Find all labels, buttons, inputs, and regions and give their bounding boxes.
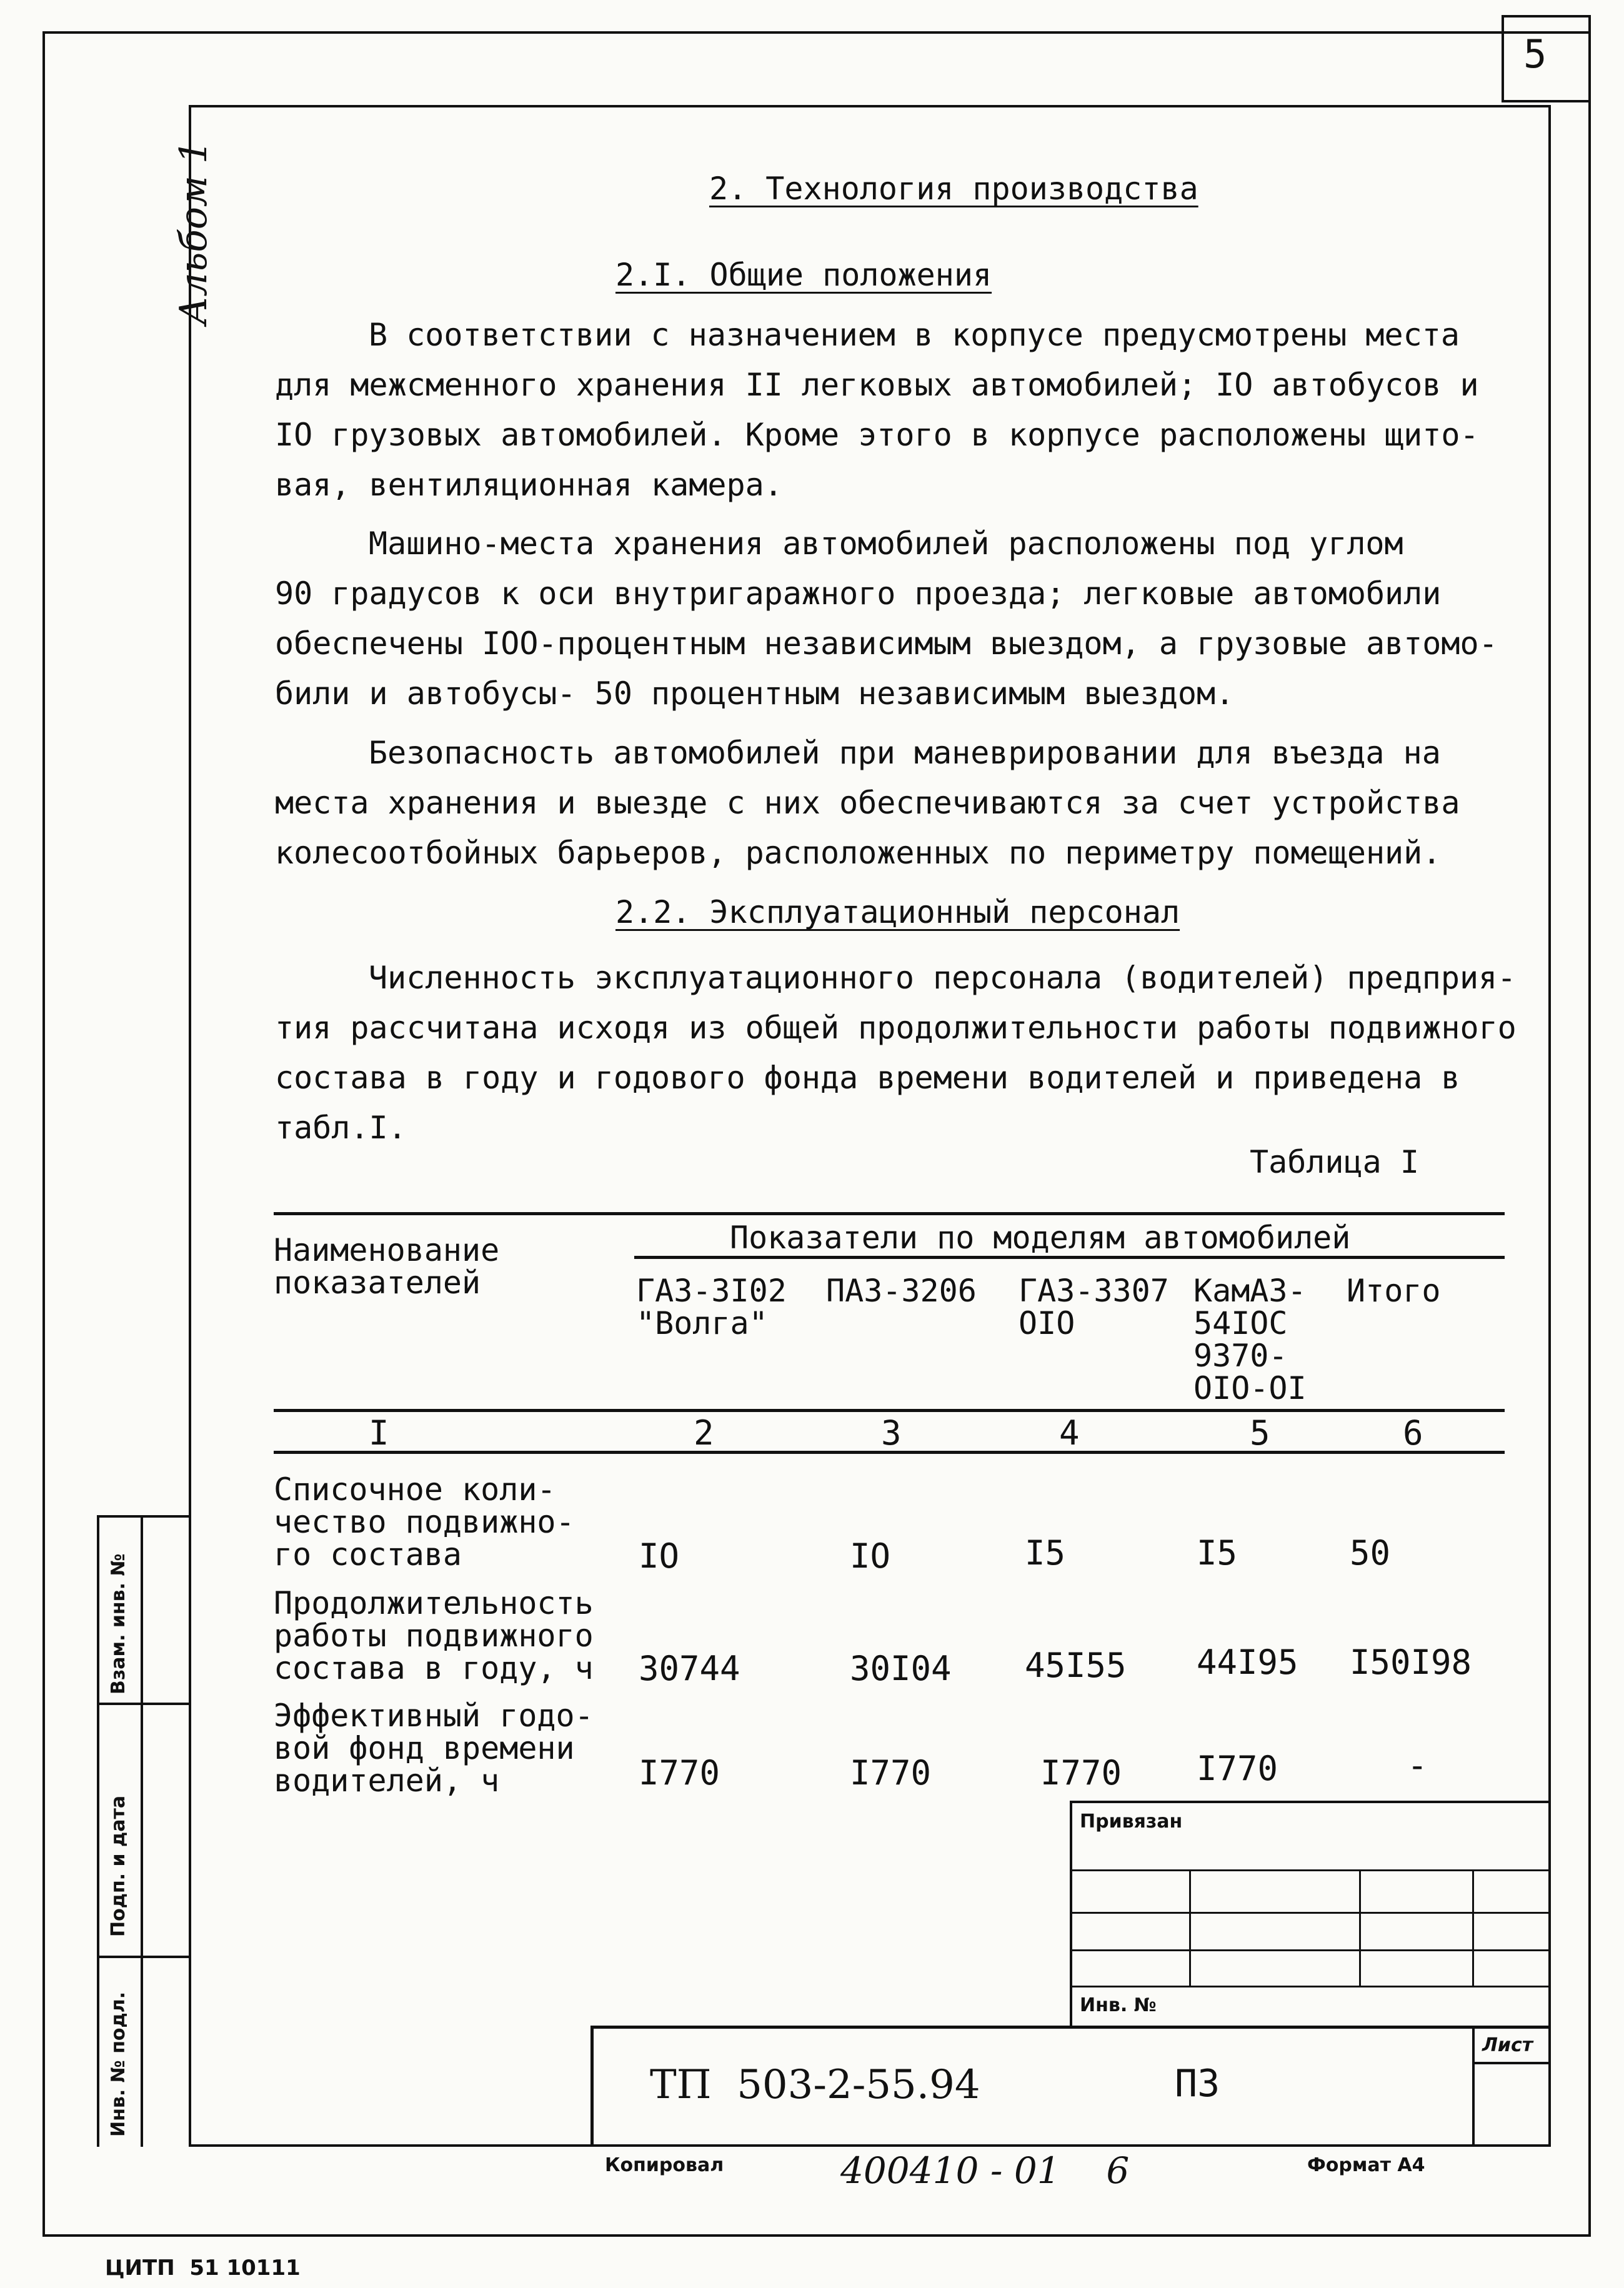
table-name-header: Наименование показателей bbox=[274, 1232, 500, 1301]
page-number-box-left bbox=[1502, 15, 1504, 102]
stamp-upper-line2 bbox=[1070, 1912, 1551, 1914]
album-note: Альбом 1 bbox=[172, 139, 216, 325]
inner-border-right bbox=[1548, 105, 1551, 2147]
text-line: IO грузовых автомобилей. Кроме этого в корпусе расположены щито- bbox=[275, 417, 1479, 453]
inner-border-top bbox=[189, 105, 1551, 107]
table-group-header: Показатели по моделям автомобилей bbox=[730, 1220, 1351, 1256]
text-line: состава в году и годового фонда времени водителей и приведена в bbox=[275, 1060, 1460, 1096]
section-1-title: 2.I. Общие положения bbox=[615, 257, 992, 293]
table-cell: IO bbox=[850, 1536, 891, 1576]
table-rule-head bbox=[274, 1409, 1505, 1412]
stamp-upper-line1 bbox=[1070, 1869, 1551, 1871]
stamp-lower-top bbox=[590, 2026, 1551, 2029]
table-col-number: 2 bbox=[694, 1413, 714, 1453]
table-col-number: 4 bbox=[1059, 1413, 1080, 1453]
table-col-header: КамАЗ- 54IOC 9370- OIO-OI bbox=[1193, 1273, 1307, 1406]
table-cell: I770 bbox=[1040, 1753, 1122, 1793]
stamp-list-label: Лист bbox=[1482, 2034, 1533, 2056]
side-stamp-top bbox=[97, 1515, 191, 1518]
paragraph-4 bbox=[275, 953, 1517, 1153]
stamp-upper-vline3 bbox=[1472, 1869, 1474, 1986]
outer-border-bottom bbox=[42, 2234, 1591, 2237]
table-rule-group bbox=[634, 1256, 1505, 1259]
text-line: В соответствии с назначением в корпусе предусмотрены места bbox=[369, 317, 1460, 353]
table-cell: I770 bbox=[1197, 1749, 1278, 1788]
table-cell: 44I95 bbox=[1197, 1643, 1298, 1682]
text-line: Численность эксплуатационного персонала (водителей) предприя- bbox=[369, 960, 1517, 996]
text-line: обеспечены IOO-процентным независимым выездом, а грузовые автомо- bbox=[275, 625, 1498, 662]
table-col-number: 5 bbox=[1250, 1413, 1270, 1453]
stamp-list-hline bbox=[1472, 2062, 1551, 2064]
stamp-designation: ТП 503-2-55.94 bbox=[650, 2062, 980, 2108]
outer-border-left bbox=[42, 31, 45, 2237]
text-line: 90 градусов к оси внутригаражного проезда; легковые автомобили bbox=[275, 575, 1442, 612]
paragraph-1 bbox=[275, 310, 1479, 510]
page-number: 5 bbox=[1523, 31, 1547, 77]
inner-border-bottom bbox=[189, 2144, 1551, 2147]
table-rule-top bbox=[274, 1212, 1505, 1215]
text-line: Безопасность автомобилей при маневрировании для въезда на bbox=[369, 735, 1441, 771]
footer-copied: Копировал bbox=[605, 2154, 724, 2176]
footer-print-code: ЦИТП 51 10111 bbox=[105, 2256, 301, 2281]
table-col-header: ГАЗ-3I02 "Волга" bbox=[636, 1273, 787, 1341]
outer-border-right bbox=[1588, 15, 1591, 2237]
table-cell: 30744 bbox=[639, 1649, 740, 1688]
table-col-number: I bbox=[369, 1413, 389, 1453]
side-stamp-sep2 bbox=[97, 1956, 191, 1958]
table-cell: 30I04 bbox=[850, 1649, 952, 1688]
stamp-privyazan-label: Привязан bbox=[1080, 1811, 1183, 1833]
side-stamp-sep1 bbox=[97, 1703, 191, 1705]
table-cell: I770 bbox=[850, 1753, 932, 1793]
table-col-header: ГАЗ-3307 OIO bbox=[1019, 1273, 1169, 1341]
text-line: тия рассчитана исходя из общей продолжительности работы подвижного bbox=[275, 1010, 1517, 1046]
table-col-number: 6 bbox=[1403, 1413, 1423, 1453]
stamp-upper-line4 bbox=[1070, 1986, 1551, 1987]
stamp-upper-line3 bbox=[1070, 1949, 1551, 1951]
main-heading: 2. Технология производства bbox=[709, 171, 1198, 207]
text-line: для межсменного хранения II легковых автомобилей; IO автобусов и bbox=[275, 367, 1479, 403]
side-stamp-mid bbox=[141, 1515, 143, 2147]
side-stamp-vzam-inv: Взам. инв. № bbox=[107, 1553, 129, 1694]
text-line: били и автобусы- 50 процентным независимым выездом. bbox=[275, 675, 1235, 712]
outer-border-top bbox=[42, 31, 1591, 34]
table-cell: 50 bbox=[1350, 1533, 1391, 1573]
table-row-name: Продолжительность работы подвижного состава в году, ч bbox=[274, 1585, 594, 1686]
stamp-inv-no-label: Инв. № bbox=[1080, 1994, 1157, 2016]
table-cell: I50I98 bbox=[1350, 1643, 1472, 1682]
stamp-upper-top bbox=[1070, 1801, 1551, 1803]
page-number-box-top bbox=[1502, 15, 1591, 17]
table-caption: Таблица I bbox=[1250, 1144, 1419, 1180]
table-cell: I5 bbox=[1025, 1533, 1066, 1573]
table-cell: 45I55 bbox=[1025, 1646, 1127, 1685]
table-cell: IO bbox=[639, 1536, 680, 1576]
table-cell: I5 bbox=[1197, 1533, 1238, 1573]
table-col-header: ПАЗ-3206 bbox=[826, 1273, 977, 1309]
text-line: места хранения и выезде с них обеспечиваются за счет устройства bbox=[275, 785, 1460, 821]
side-stamp-podp-data: Подп. и дата bbox=[107, 1795, 129, 1937]
paragraph-2 bbox=[275, 519, 1498, 719]
text-line: табл.I. bbox=[275, 1110, 407, 1146]
table-row-name: Списочное коли- чество подвижно- го состава bbox=[274, 1471, 575, 1573]
page-number-box-bottom bbox=[1502, 100, 1591, 102]
text-line: вая, вентиляционная камера. bbox=[275, 467, 783, 503]
table-col-header: Итого bbox=[1347, 1273, 1441, 1309]
text-line: колесоотбойных барьеров, расположенных по периметру помещений. bbox=[275, 835, 1442, 871]
stamp-doc-code: ПЗ bbox=[1175, 2062, 1220, 2106]
table-row-name: Эффективный годо- вой фонд времени водителей, ч bbox=[274, 1698, 594, 1799]
text-line: Машино-места хранения автомобилей расположены под углом bbox=[369, 525, 1403, 562]
footer-handwritten: 400410 - 01 6 bbox=[840, 2149, 1130, 2192]
paragraph-3 bbox=[275, 728, 1460, 878]
stamp-lower-left bbox=[590, 2026, 594, 2147]
inner-border-left bbox=[189, 105, 191, 2147]
side-stamp-inv-podl: Инв. № подл. bbox=[107, 1991, 129, 2137]
table-cell: - bbox=[1407, 1746, 1428, 1785]
stamp-list-vline bbox=[1472, 2026, 1475, 2147]
table-cell: I770 bbox=[639, 1753, 720, 1793]
section-2-title: 2.2. Эксплуатационный персонал bbox=[615, 894, 1180, 930]
table-col-number: 3 bbox=[881, 1413, 902, 1453]
footer-format: Формат А4 bbox=[1307, 2154, 1425, 2176]
stamp-upper-vline2 bbox=[1359, 1869, 1361, 1986]
stamp-upper-vline1 bbox=[1189, 1869, 1191, 1986]
side-stamp-outer-left bbox=[97, 1515, 99, 2147]
